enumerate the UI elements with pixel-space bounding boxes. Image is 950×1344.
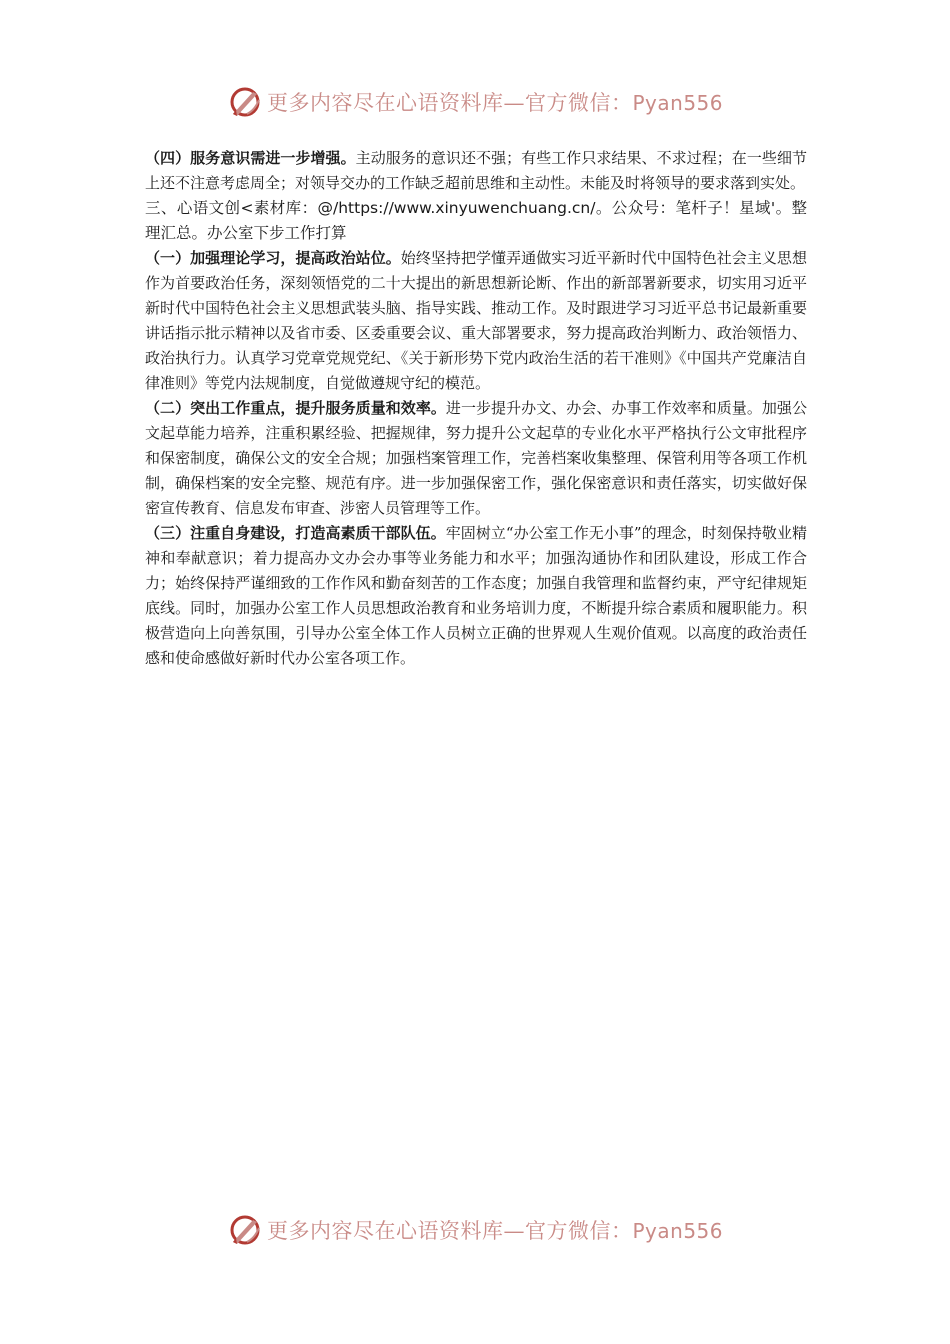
paragraph-theory-study [145,246,807,396]
paragraph-work-focus [145,396,807,521]
paragraph-lead: （四）服务意识需进一步增强。 [145,149,356,167]
paragraph-service-awareness [145,146,807,196]
paragraph-lead: （三）注重自身建设，打造高素质干部队伍。 [145,524,446,542]
header-banner-text [267,87,723,117]
paragraph-body: 主动服务的意识还不强；有些工作只求结果、不求过程；在一些细节上还不注意考虑周全；对领导交办的工作缺乏超前思维和主动性。未能及时将领导的要求落到实处。 [145,149,807,192]
paragraph-lead: （二）突出工作重点，提升服务质量和效率。 [145,399,446,417]
paragraph-body: 进一步提升办文、办会、办事工作效率和质量。加强公文起草能力培养，注重积累经验、把握规律，努力提升公文起草的专业化水平严格执行公文审批程序和保密制度，确保公文的安全合规；加强档案管理工作，完善档案收集整理、保管利用等各项工作机制，确保档案的安全完整、规范有序。进一步加强保密工作，强化保密意识和责任落实，切实做好保密宣传教育、信息发布审查、涉密人员管理等工作。 [145,399,807,517]
pen-logo-icon [227,1212,263,1248]
footer-banner-wechat-id: Pyan556 [632,1219,723,1243]
header-banner-wechat-id: Pyan556 [632,91,723,115]
paragraph-body: 牢固树立“办公室工作无小事”的理念，时刻保持敬业精神和奉献意识；着力提高办文办会办事等业务能力和水平；加强沟通协作和团队建设，形成工作合力；始终保持严谨细致的工作作风和勤奋刻苦的工作态度；加强自我管理和监督约束，严守纪律规矩底线。同时，加强办公室工作人员思想政治教育和业务培训力度，不断提升综合素质和履职能力。积极营造向上向善氛围，引导办公室全体工作人员树立正确的世界观人生观价值观。以高度的政治责任感和使命感做好新时代办公室各项工作。 [145,524,807,667]
footer-banner-text [267,1215,723,1245]
paragraph-lead: （一）加强理论学习，提高政治站位。 [145,249,401,267]
footer-banner-text-cn: 更多内容尽在心语资料库—官方微信： [266,1219,633,1243]
footer-banner [0,1210,950,1250]
paragraph-self-building [145,521,807,671]
document-body [145,146,807,671]
header-banner-text-cn: 更多内容尽在心语资料库—官方微信： [266,91,633,115]
header-banner [0,82,950,122]
pen-logo-icon [227,84,263,120]
section-heading-next-steps: 三、心语文创<素材库：@/https://www.xinyuwenchuang.cn/。公众号：笔杆子！星域'。整理汇总。办公室下步工作打算 [145,199,807,242]
paragraph-body: 始终坚持把学懂弄通做实习近平新时代中国特色社会主义思想作为首要政治任务，深刻领悟党的二十大提出的新思想新论断、作出的新部署新要求，切实用习近平新时代中国特色社会主义思想武装头脑、指导实践、推动工作。及时跟进学习习近平总书记最新重要讲话指示批示精神以及省市委、区委重要会议、重大部署要求，努力提高政治判断力、政治领悟力、政治执行力。认真学习党章党规党纪、《关于新形势下党内政治生活的若干准则》《中国共产党廉洁自律准则》等党内法规制度，自觉做遵规守纪的模范。 [145,249,807,392]
